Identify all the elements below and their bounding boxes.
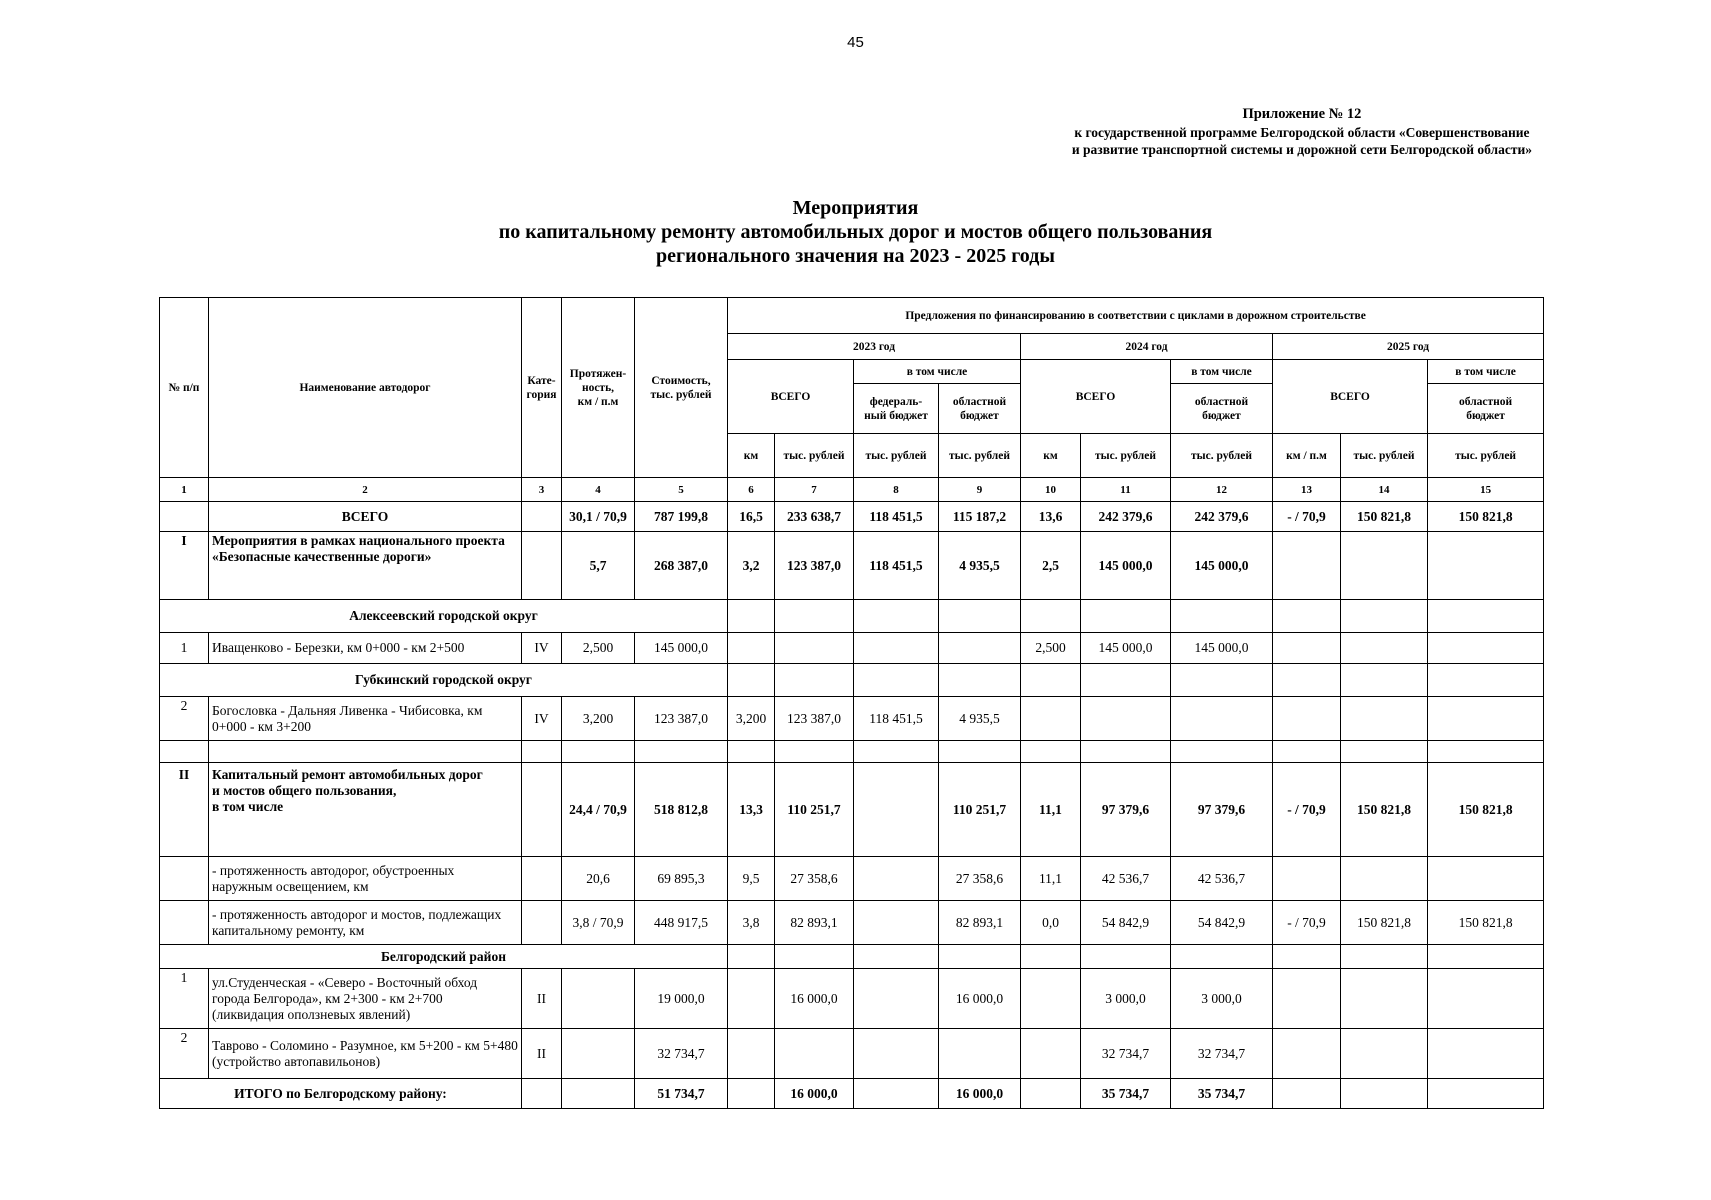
cell [728, 945, 775, 969]
cell [775, 633, 854, 664]
cell [1081, 697, 1171, 741]
cell: - протяженность автодорог и мостов, подлежащих капитальному ремонту, км [209, 901, 522, 945]
cell: Иващенково - Березки, км 0+000 - км 2+500 [209, 633, 522, 664]
cell [775, 945, 854, 969]
row-total [160, 502, 1544, 532]
header-2023-total: ВСЕГО [728, 360, 854, 434]
cell [728, 969, 775, 1029]
cell [1428, 857, 1544, 901]
cell: 150 821,8 [1428, 763, 1544, 857]
cell [1428, 741, 1544, 763]
unit-10: км [1021, 434, 1081, 478]
cell: 13,3 [728, 763, 775, 857]
cell [1273, 857, 1341, 901]
cell: 448 917,5 [635, 901, 728, 945]
cell: 110 251,7 [939, 763, 1021, 857]
cell [1428, 697, 1544, 741]
col-number: 12 [1171, 478, 1273, 502]
unit-8: тыс. рублей [854, 434, 939, 478]
cell [522, 857, 562, 901]
cell: Таврово - Соломино - Разумное, км 5+200 - км 5+480 (устройство автопавильонов) [209, 1029, 522, 1079]
cell [635, 741, 728, 763]
cell: 242 379,6 [1081, 502, 1171, 532]
cell: 145 000,0 [1171, 532, 1273, 600]
title-line-1: по капитальному ремонту автомобильных дорог и мостов общего пользования [498, 221, 1213, 243]
row-belgorod-2 [160, 1029, 1544, 1079]
cell [1081, 741, 1171, 763]
cell [1341, 945, 1428, 969]
cell [1273, 945, 1341, 969]
title-line-0: Мероприятия [792, 197, 919, 219]
cell [1273, 633, 1341, 664]
cell [1341, 969, 1428, 1029]
cell [1171, 600, 1273, 633]
cell: 242 379,6 [1171, 502, 1273, 532]
col-number: 7 [775, 478, 854, 502]
row-sub-1 [160, 857, 1544, 901]
cell: IV [522, 697, 562, 741]
cell: 3 000,0 [1081, 969, 1171, 1029]
cell: - / 70,9 [1273, 763, 1341, 857]
district-heading: Алексеевский городской округ [160, 600, 728, 633]
cell: 2 [160, 1029, 209, 1079]
col-number: 3 [522, 478, 562, 502]
unit-6: км [728, 434, 775, 478]
cell [775, 741, 854, 763]
header-2024-reg: областной бюджет [1171, 384, 1273, 434]
col-number: 8 [854, 478, 939, 502]
cell [1428, 600, 1544, 633]
cell [1021, 664, 1081, 697]
col-number: 10 [1021, 478, 1081, 502]
cell: 97 379,6 [1081, 763, 1171, 857]
col-number: 5 [635, 478, 728, 502]
cell: IV [522, 633, 562, 664]
cell [562, 741, 635, 763]
cell: 118 451,5 [854, 697, 939, 741]
cell: 54 842,9 [1081, 901, 1171, 945]
document-title [0, 196, 1711, 268]
cell [160, 502, 209, 532]
cell: 123 387,0 [775, 697, 854, 741]
cell [522, 763, 562, 857]
cell [1341, 1079, 1428, 1109]
cell [854, 600, 939, 633]
cell [939, 664, 1021, 697]
col-number: 14 [1341, 478, 1428, 502]
header-proposals: Предложения по финансированию в соответствии с циклами в дорожном строительстве [728, 298, 1544, 334]
cell [728, 1079, 775, 1109]
row-sub-2 [160, 901, 1544, 945]
cell [1171, 945, 1273, 969]
cell [522, 502, 562, 532]
cell [939, 741, 1021, 763]
measures-table [159, 297, 1544, 1109]
header-num: № п/п [160, 298, 209, 478]
cell [1171, 741, 1273, 763]
header-2025-incl: в том числе [1428, 360, 1544, 384]
row-section-1 [160, 532, 1544, 600]
cell [728, 1029, 775, 1079]
cell: 118 451,5 [854, 532, 939, 600]
cell [728, 600, 775, 633]
cell: 16 000,0 [939, 1079, 1021, 1109]
cell: 82 893,1 [939, 901, 1021, 945]
cell: 118 451,5 [854, 502, 939, 532]
cell [1341, 600, 1428, 633]
district-heading: Белгородский район [160, 945, 728, 969]
cell: 123 387,0 [775, 532, 854, 600]
cell [1428, 945, 1544, 969]
cell [160, 901, 209, 945]
col-number: 13 [1273, 478, 1341, 502]
header-category: Кате- гория [522, 298, 562, 478]
cell: 1 [160, 969, 209, 1029]
header-2025-reg: областной бюджет [1428, 384, 1544, 434]
cell: 150 821,8 [1341, 502, 1428, 532]
cell: 27 358,6 [939, 857, 1021, 901]
cell: 9,5 [728, 857, 775, 901]
cell [1273, 741, 1341, 763]
cell [1428, 969, 1544, 1029]
cell: 0,0 [1021, 901, 1081, 945]
cell [1021, 1029, 1081, 1079]
cell [1021, 945, 1081, 969]
unit-12: тыс. рублей [1171, 434, 1273, 478]
cell: 3,2 [728, 532, 775, 600]
cell: 30,1 / 70,9 [562, 502, 635, 532]
cell: 268 387,0 [635, 532, 728, 600]
cell: Капитальный ремонт автомобильных дорог и мостов общего пользования, в том числе [209, 763, 522, 857]
cell: 3,8 [728, 901, 775, 945]
header-2023-incl: в том числе [854, 360, 1021, 384]
cell: 32 734,7 [635, 1029, 728, 1079]
cell: 13,6 [1021, 502, 1081, 532]
row-district-1 [160, 600, 1544, 633]
cell [854, 1079, 939, 1109]
title-line-2: регионального значения на 2023 - 2025 годы [656, 245, 1055, 267]
row-road-1 [160, 633, 1544, 664]
cell [522, 1079, 562, 1109]
cell [1021, 600, 1081, 633]
cell: 518 812,8 [635, 763, 728, 857]
cell: 3,200 [562, 697, 635, 741]
cell: 2,500 [1021, 633, 1081, 664]
row-itogo [160, 1079, 1544, 1109]
cell: 2,500 [562, 633, 635, 664]
cell [1081, 945, 1171, 969]
cell [1341, 664, 1428, 697]
cell [1081, 664, 1171, 697]
cell [1273, 697, 1341, 741]
header-2023-reg: областной бюджет [939, 384, 1021, 434]
row-section-2 [160, 763, 1544, 857]
cell: 32 734,7 [1171, 1029, 1273, 1079]
cell [160, 857, 209, 901]
cell [1428, 1029, 1544, 1079]
cell: 1 [160, 633, 209, 664]
cell: - / 70,9 [1273, 901, 1341, 945]
cell [522, 901, 562, 945]
cell: 11,1 [1021, 763, 1081, 857]
header-2023-fed: федераль- ный бюджет [854, 384, 939, 434]
cell: - протяженность автодорог, обустроенных наружным освещением, км [209, 857, 522, 901]
cell [854, 633, 939, 664]
row-district-2 [160, 664, 1544, 697]
cell [854, 945, 939, 969]
cell: 150 821,8 [1428, 502, 1544, 532]
cell: 97 379,6 [1171, 763, 1273, 857]
cell: 2 [160, 697, 209, 741]
cell [775, 664, 854, 697]
cell [562, 1079, 635, 1109]
district-heading: Губкинский городской округ [160, 664, 728, 697]
cell: 27 358,6 [775, 857, 854, 901]
cell [1341, 633, 1428, 664]
appendix-note [1072, 106, 1532, 158]
header-length: Протяжен- ность, км / п.м [562, 298, 635, 478]
cell: 54 842,9 [1171, 901, 1273, 945]
cell [1428, 1079, 1544, 1109]
cell [1341, 1029, 1428, 1079]
cell [939, 1029, 1021, 1079]
cell [1021, 1079, 1081, 1109]
cell: ИТОГО по Белгородскому району: [160, 1079, 522, 1109]
cell [1428, 532, 1544, 600]
cell [854, 763, 939, 857]
cell [1171, 697, 1273, 741]
cell [1273, 969, 1341, 1029]
row-road-2 [160, 697, 1544, 741]
cell [775, 1029, 854, 1079]
col-number: 4 [562, 478, 635, 502]
cell: 19 000,0 [635, 969, 728, 1029]
header-year-2025: 2025 год [1273, 334, 1544, 360]
cell: 145 000,0 [1081, 532, 1171, 600]
cell [1428, 664, 1544, 697]
col-number: 11 [1081, 478, 1171, 502]
cell: 16 000,0 [939, 969, 1021, 1029]
appendix-line-1: к государственной программе Белгородской области «Совершенствование [1074, 125, 1530, 140]
cell [1171, 664, 1273, 697]
cell: 16 000,0 [775, 969, 854, 1029]
col-number: 2 [209, 478, 522, 502]
cell: 42 536,7 [1171, 857, 1273, 901]
cell [1021, 741, 1081, 763]
cell: 2,5 [1021, 532, 1081, 600]
cell: ВСЕГО [209, 502, 522, 532]
cell: 145 000,0 [1081, 633, 1171, 664]
cell: 110 251,7 [775, 763, 854, 857]
cell [1341, 697, 1428, 741]
header-name: Наименование автодорог [209, 298, 522, 478]
cell [775, 600, 854, 633]
unit-15: тыс. рублей [1428, 434, 1544, 478]
cell: 51 734,7 [635, 1079, 728, 1109]
header-year-2023: 2023 год [728, 334, 1021, 360]
row-district-3 [160, 945, 1544, 969]
col-number: 9 [939, 478, 1021, 502]
cell [1081, 600, 1171, 633]
cell: 35 734,7 [1171, 1079, 1273, 1109]
cell: 3 000,0 [1171, 969, 1273, 1029]
header-cost: Стоимость, тыс. рублей [635, 298, 728, 478]
cell [854, 969, 939, 1029]
cell [1273, 532, 1341, 600]
cell: 24,4 / 70,9 [562, 763, 635, 857]
cell: 4 935,5 [939, 697, 1021, 741]
cell: 82 893,1 [775, 901, 854, 945]
cell [728, 741, 775, 763]
unit-9: тыс. рублей [939, 434, 1021, 478]
cell: 69 895,3 [635, 857, 728, 901]
cell: 4 935,5 [939, 532, 1021, 600]
cell: 233 638,7 [775, 502, 854, 532]
cell [1021, 969, 1081, 1029]
cell: II [160, 763, 209, 857]
cell [854, 741, 939, 763]
cell: II [522, 969, 562, 1029]
cell: Богословка - Дальняя Ливенка - Чибисовка, км 0+000 - км 3+200 [209, 697, 522, 741]
cell: 145 000,0 [1171, 633, 1273, 664]
col-number: 6 [728, 478, 775, 502]
cell: 787 199,8 [635, 502, 728, 532]
cell: - / 70,9 [1273, 502, 1341, 532]
cell: 16,5 [728, 502, 775, 532]
cell: 35 734,7 [1081, 1079, 1171, 1109]
cell [1341, 741, 1428, 763]
cell [728, 664, 775, 697]
cell: 42 536,7 [1081, 857, 1171, 901]
header-2024-total: ВСЕГО [1021, 360, 1171, 434]
cell [522, 532, 562, 600]
cell: 32 734,7 [1081, 1029, 1171, 1079]
cell [160, 741, 209, 763]
page-number: 45 [847, 34, 864, 51]
cell [854, 1029, 939, 1079]
cell [209, 741, 522, 763]
cell [1021, 697, 1081, 741]
cell [854, 901, 939, 945]
cell [939, 600, 1021, 633]
cell: 3,200 [728, 697, 775, 741]
cell: 5,7 [562, 532, 635, 600]
appendix-line-0: Приложение № 12 [1242, 106, 1362, 122]
cell: Мероприятия в рамках национального проекта «Безопасные качественные дороги» [209, 532, 522, 600]
appendix-line-2: и развитие транспортной системы и дорожной сети Белгородской области» [1071, 142, 1532, 157]
cell [562, 1029, 635, 1079]
cell: II [522, 1029, 562, 1079]
row-belgorod-1 [160, 969, 1544, 1029]
cell [939, 945, 1021, 969]
cell [854, 664, 939, 697]
row-empty [160, 741, 1544, 763]
cell: 150 821,8 [1341, 901, 1428, 945]
unit-7: тыс. рублей [775, 434, 854, 478]
cell: ул.Студенческая - «Северо - Восточный обход города Белгорода», км 2+300 - км 2+700 (ликвидация оползневых явлений) [209, 969, 522, 1029]
cell: 150 821,8 [1428, 901, 1544, 945]
cell: 3,8 / 70,9 [562, 901, 635, 945]
col-number: 1 [160, 478, 209, 502]
cell: 123 387,0 [635, 697, 728, 741]
cell [854, 857, 939, 901]
unit-13: км / п.м [1273, 434, 1341, 478]
header-2024-incl: в том числе [1171, 360, 1273, 384]
cell [1428, 633, 1544, 664]
cell: 20,6 [562, 857, 635, 901]
cell [1273, 1029, 1341, 1079]
header-2025-total: ВСЕГО [1273, 360, 1428, 434]
cell [1341, 857, 1428, 901]
header-year-2024: 2024 год [1021, 334, 1273, 360]
cell [1273, 600, 1341, 633]
cell: 11,1 [1021, 857, 1081, 901]
cell: 145 000,0 [635, 633, 728, 664]
cell: 150 821,8 [1341, 763, 1428, 857]
cell [1273, 664, 1341, 697]
cell [728, 633, 775, 664]
unit-14: тыс. рублей [1341, 434, 1428, 478]
cell [522, 741, 562, 763]
cell [1341, 532, 1428, 600]
cell: 16 000,0 [775, 1079, 854, 1109]
unit-11: тыс. рублей [1081, 434, 1171, 478]
cell: 115 187,2 [939, 502, 1021, 532]
cell: I [160, 532, 209, 600]
cell [939, 633, 1021, 664]
cell [1273, 1079, 1341, 1109]
cell [562, 969, 635, 1029]
col-number: 15 [1428, 478, 1544, 502]
